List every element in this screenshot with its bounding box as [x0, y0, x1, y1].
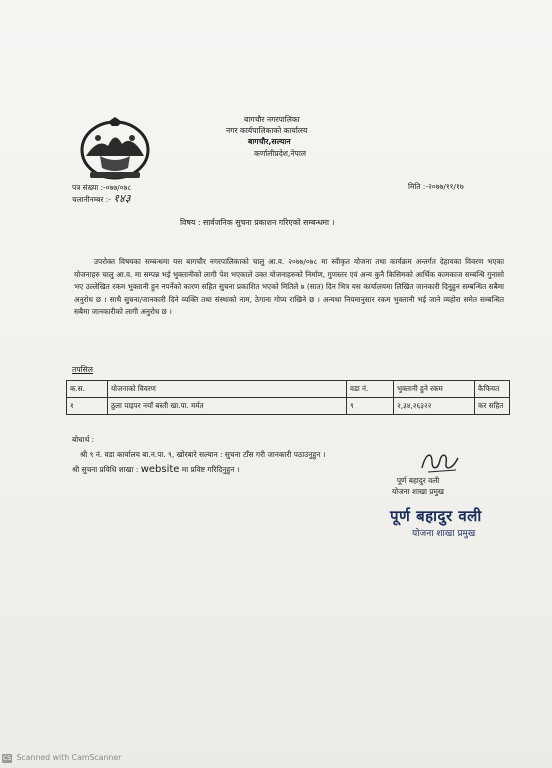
- col-remarks: कैफियत: [475, 381, 510, 398]
- copy-to-prefix: श्री सुचना प्रविधि शाखा :: [72, 465, 139, 474]
- schedule-title: तपसिल: [72, 365, 93, 374]
- table-row: [67, 398, 510, 415]
- dispatch-label: चलानीनम्बर :-: [72, 195, 111, 204]
- office-province: कर्णालीप्रदेश,नेपाल: [254, 148, 306, 158]
- col-description: योजनाको विवरण: [108, 381, 347, 398]
- letter-body: उपरोक्त विषयका सम्बन्धमा यस बागचौर नगरपालिकाको चालु आ.व. २०७७/०७८ मा स्वीकृत योजना तथा कार्यक्रम अन्तर्गत देहायका विवरण भएका योजनाहरु चालु आ.व. मा सम्पन्न भई भुक्तानीको लागी पेश भएकाले उक्त योजनाहरुको निर्माण, गुणस्तर एवं अन्य कुनै किसिमको आर्थिक कामकाज सम्बन्धि गुनासो भए उल्लेखित रकम भुक्तानी हुन नपर्नेको कारण सहित सुचना प्रकाशित भएको मितिले ७ (सात) दिन भित्र यस कार्यालयमा लिखित जानकारी दिनुहुन सम्बन्धित सबैमा अनुरोध छ । साथै सुचना/जानकारी दिने व्यक्ति तथा संस्थाको नाम, ठेगाना गोप्य राखिने छ । अन्यथा नियमानुसार रकम भुक्तानी भई जाने व्यहोरा समेत सम्बन्धित सबैमा जानकारीको लागी अनुरोध छ ।: [74, 257, 504, 316]
- stamp-name: पूर्ण बहादुर वली: [390, 507, 482, 525]
- signatory-name: पूर्ण बहादुर वली: [396, 476, 440, 485]
- office-subtitle: नगर कार्यपालिकाको कार्यालय: [226, 126, 308, 136]
- official-stamp: [390, 506, 482, 539]
- table-header-row: [67, 381, 510, 398]
- copy-to-suffix: मा प्रविष्ट गरिदिनुहुन ।: [181, 465, 240, 474]
- watermark-text: Scanned with CamScanner: [16, 753, 122, 762]
- stamp-designation: योजना शाखा प्रमुख: [412, 529, 476, 539]
- cell-description: ठुला पाइपर नयाँ बस्ती खा.पा. मर्मत: [108, 398, 347, 415]
- letter-date: मिति :-२०७७/११/१७: [408, 182, 464, 191]
- col-serial: क.स.: [67, 381, 108, 398]
- letter-number: पत्र संख्या :-०७७/०७८: [72, 183, 132, 192]
- nepal-emblem-icon: [78, 116, 152, 182]
- copy-to-item-web: [72, 462, 326, 477]
- office-address: बागचौर,सल्यान: [248, 137, 291, 147]
- signatory-designation: योजना शाखा प्रमुख: [392, 487, 444, 496]
- cell-remarks: कर सहित: [475, 398, 510, 415]
- camscanner-icon: CS: [3, 754, 11, 762]
- col-ward: वडा नं.: [347, 381, 394, 398]
- copy-to-title: बोधार्थ :: [72, 435, 95, 444]
- copy-to-item: श्री ९ नं. वडा कार्यालय बा.न.पा. ९, खोरबारे सल्यान : सुचना टाँस गरी जानकारी पठाउनुहुन ।: [80, 450, 326, 459]
- reference-block: [72, 182, 131, 205]
- cell-amount: २,३४,२६३२२: [394, 398, 475, 415]
- dispatch-number: [72, 193, 131, 205]
- copy-to-block: [72, 432, 326, 477]
- office-name: बागचौर नगरपालिका: [244, 115, 300, 124]
- copy-to-website: website: [140, 464, 180, 475]
- col-amount: भुक्तानी हुने रकम: [394, 381, 475, 398]
- dispatch-number-value: १४३: [113, 192, 131, 205]
- letterhead: [226, 114, 366, 159]
- cell-serial: १: [67, 398, 108, 415]
- schedule-table: [66, 380, 510, 415]
- cell-ward: ९: [347, 398, 394, 415]
- scanner-watermark: [2, 753, 121, 763]
- letter-subject: विषय : सार्वजनिक सुचना प्रकाशन गरिएको सम्बन्धमा ।: [180, 218, 335, 227]
- signature-icon: [418, 448, 462, 476]
- signature-block: [392, 475, 444, 497]
